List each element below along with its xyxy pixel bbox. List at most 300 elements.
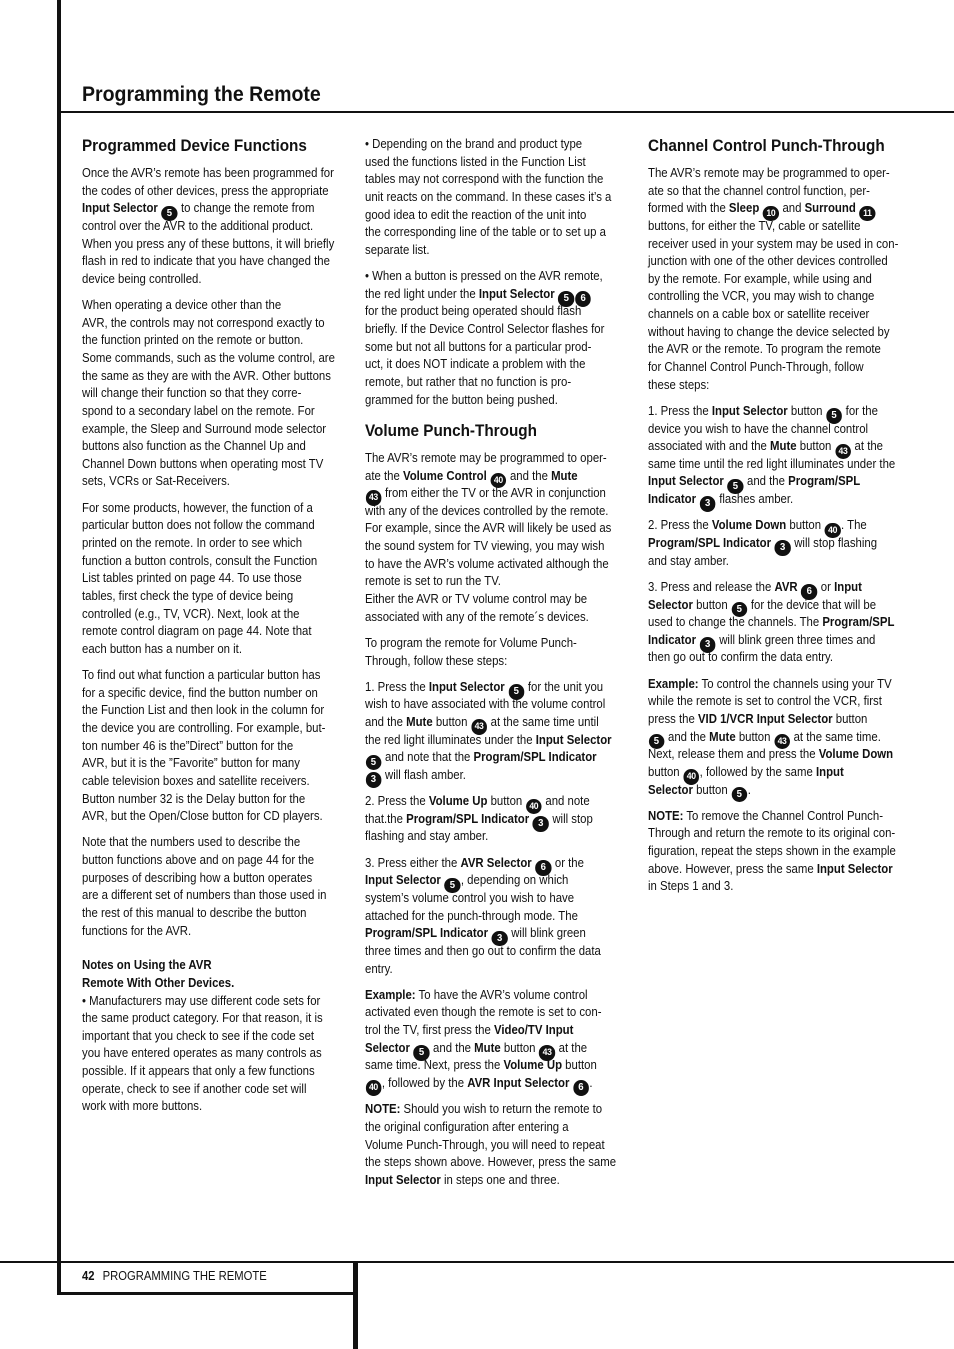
text-run: remote is set to run the TV.	[365, 574, 501, 589]
text-run: the device you are controlling. For example, but-	[82, 721, 326, 735]
text-line	[365, 1004, 620, 1022]
left-margin-bar	[57, 0, 61, 1295]
callout-number: 5	[731, 787, 747, 803]
text-run: for the	[842, 403, 878, 418]
text-run: then go out to confirm the data entry.	[648, 650, 834, 665]
text-run: wish to have associated with the volume control	[365, 697, 606, 712]
footer-divider-bar	[353, 1261, 358, 1349]
text-line	[365, 392, 620, 410]
paragraph	[648, 579, 903, 667]
text-run: spond to a secondary label on the remote. For	[82, 403, 315, 418]
text-line	[82, 315, 337, 333]
text-line	[648, 843, 903, 861]
text-line	[82, 808, 337, 826]
callout-number: 5	[558, 291, 574, 307]
text-line	[648, 676, 903, 694]
bold-term: Mute	[770, 439, 797, 454]
paragraph	[365, 793, 620, 846]
text-run: and the	[743, 474, 789, 489]
text-run: device being controlled.	[82, 271, 202, 286]
text-run: The AVR’s remote may be programmed to oper-	[365, 450, 607, 465]
text-run: operate, check to see if another code set will	[82, 1081, 307, 1096]
text-line	[648, 288, 903, 306]
text-run: and	[779, 201, 805, 216]
text-run: each button has a number on it.	[82, 641, 242, 656]
text-run: , depending on which	[460, 873, 569, 888]
text-line	[648, 491, 903, 509]
bold-term: VID 1/VCR Input Selector	[697, 711, 833, 726]
text-run: will blink green three times and	[716, 632, 876, 647]
text-line	[648, 377, 903, 395]
text-run: press the	[648, 711, 698, 726]
notes-paragraph	[82, 957, 337, 1116]
text-line	[648, 341, 903, 359]
text-run: cable television boxes and satellite receivers.	[82, 773, 310, 788]
text-run: button	[562, 1058, 597, 1073]
text-run: button functions above and on page 44 for the	[82, 853, 315, 868]
bold-term: Video/TV Input	[493, 1023, 574, 1038]
paragraph	[82, 165, 337, 288]
text-line	[82, 975, 337, 993]
text-line	[82, 271, 337, 289]
text-run: by the remote. For example, while using and	[648, 271, 872, 286]
text-run: at the same time until	[487, 715, 599, 730]
text-line	[365, 374, 620, 392]
callout-number: 3	[700, 637, 716, 653]
bold-term: Indicator	[648, 632, 700, 647]
paragraph	[365, 635, 620, 670]
bold-term: Surround	[804, 201, 859, 216]
text-run: attached for the punch-through mode. The	[365, 908, 578, 923]
text-run: good idea to edit the reaction of the unit into	[365, 207, 587, 222]
text-line	[648, 614, 903, 632]
paragraph	[82, 500, 337, 659]
text-line	[365, 855, 620, 873]
text-line	[82, 773, 337, 791]
bold-term: Input Selector	[365, 873, 445, 888]
paragraph	[365, 268, 620, 409]
text-run: for a specific device, find the button number on	[82, 685, 318, 700]
callout-number: 6	[801, 584, 817, 600]
text-line	[365, 468, 620, 486]
text-run: Through and return the remote to its original con-	[648, 826, 896, 841]
text-line	[365, 573, 620, 591]
text-line	[82, 456, 337, 474]
callout-number: 5	[731, 602, 747, 618]
page-number: 42	[82, 1269, 95, 1283]
text-line	[82, 834, 337, 852]
text-run: the red light under the	[365, 286, 479, 301]
text-run: flashing and stay amber.	[365, 829, 489, 844]
bold-term: Selector	[365, 1040, 414, 1055]
text-line	[82, 297, 337, 315]
text-run: used the functions listed in the Function List	[365, 154, 586, 169]
bold-term: AVR Selector	[460, 855, 535, 870]
text-run: purposes of describing how a button operates	[82, 870, 313, 885]
text-run: Once the AVR’s remote has been programmed for	[82, 166, 334, 180]
text-run: .	[747, 782, 751, 797]
bold-term: Input Selector	[648, 474, 728, 489]
text-run: the original configuration after entering a	[365, 1119, 569, 1134]
text-run: the red light illuminates under the	[365, 732, 536, 747]
bold-term: Selector	[648, 782, 693, 797]
text-line	[365, 1137, 620, 1155]
text-line	[82, 368, 337, 386]
bold-term: AVR	[774, 579, 801, 594]
text-line	[365, 356, 620, 374]
text-line	[365, 520, 620, 538]
text-line	[365, 635, 620, 653]
text-run: To program the remote for Volume Punch-	[365, 635, 577, 650]
callout-number: 10	[763, 206, 779, 222]
paragraph	[648, 165, 903, 394]
page-title: Programming the Remote	[82, 83, 321, 106]
text-run: and stay amber.	[648, 553, 729, 568]
text-run: When you press any of these buttons, it will briefly	[82, 236, 335, 251]
text-line	[648, 579, 903, 597]
text-run: button	[432, 715, 471, 730]
text-run: while the remote is set to control the VCR, first	[648, 694, 882, 709]
text-run: control over the AVR to the additional product.	[82, 218, 314, 233]
text-run: When operating a device other than the	[82, 298, 282, 313]
bold-term: Input Selector	[478, 286, 558, 301]
text-line	[365, 714, 620, 732]
callout-number: 40	[365, 1080, 381, 1096]
text-run: and the	[506, 468, 552, 483]
bold-term: Input Selector	[428, 679, 508, 694]
text-line	[82, 957, 337, 975]
paragraph	[82, 297, 337, 491]
callout-number: 5	[444, 878, 460, 894]
bold-term: Input Selector	[816, 861, 893, 876]
text-run: Through, follow these steps:	[365, 653, 508, 668]
callout-number: 6	[575, 291, 591, 307]
text-run: For example, since the AVR will likely be used as	[365, 521, 612, 536]
text-run: To control the channels using your TV	[698, 676, 892, 691]
text-run: possible. If it appears that only a few functions	[82, 1064, 315, 1079]
text-line	[365, 767, 620, 785]
text-run: 3. Press and release the	[648, 579, 775, 594]
text-run: junction with one of the other devices controlled	[648, 254, 888, 269]
text-run: in steps one and three.	[440, 1172, 560, 1187]
text-line	[365, 321, 620, 339]
text-run: for Channel Control Punch-Through, follow	[648, 360, 864, 375]
text-line	[648, 693, 903, 711]
text-run: unit reacts on the command. In these cases it’s a	[365, 189, 612, 204]
text-run: the Function List and then look in the column for	[82, 703, 325, 718]
text-line	[365, 538, 620, 556]
column-3	[648, 136, 903, 896]
text-line	[82, 473, 337, 491]
bold-term: Input	[834, 579, 862, 594]
text-line	[648, 200, 903, 218]
text-run: to change the remote from	[177, 201, 315, 216]
text-run: at the	[851, 439, 884, 454]
text-line	[648, 649, 903, 667]
text-run: ate the	[365, 468, 403, 483]
text-run: and the	[365, 715, 407, 730]
text-line	[82, 738, 337, 756]
column-1	[82, 136, 337, 1116]
text-run: used to change the channels. The	[648, 615, 823, 630]
text-line	[365, 171, 620, 189]
bold-term: AVR Input Selector	[467, 1076, 573, 1090]
text-run: or	[817, 579, 835, 594]
text-line	[365, 653, 620, 671]
text-line	[82, 702, 337, 720]
text-line	[82, 685, 337, 703]
text-run: grammed for the button being pushed.	[365, 392, 558, 407]
text-run: from either the TV or the AVR in conjunction	[381, 486, 606, 501]
text-line	[365, 339, 620, 357]
text-run: figuration, repeat the steps shown in the example	[648, 844, 896, 859]
footer-section-title: PROGRAMMING THE REMOTE	[102, 1269, 267, 1283]
text-run: button	[787, 403, 826, 418]
text-run: AVR, but it is the ”Favorite” button for many	[82, 756, 300, 771]
text-run: separate list.	[365, 242, 430, 257]
callout-number: 5	[161, 206, 177, 222]
bold-term: Program/SPL Indicator	[473, 750, 597, 765]
text-line	[365, 961, 620, 979]
text-run: for the product being operated should flash	[365, 304, 582, 319]
text-line	[82, 218, 337, 236]
text-run: without having to change the device selected by	[648, 324, 890, 339]
text-line	[82, 183, 337, 201]
text-line	[365, 1022, 620, 1040]
text-run: remote, but rather that no function is pro-	[365, 374, 572, 389]
bold-term: Example:	[365, 987, 416, 1002]
bold-term: Program/SPL	[822, 615, 895, 630]
text-run: the same product category. For that reason, it is	[82, 1011, 323, 1026]
text-line	[365, 242, 620, 260]
text-line	[648, 808, 903, 826]
text-line	[82, 253, 337, 271]
text-run: above. However, press the same	[648, 861, 817, 876]
text-line	[82, 870, 337, 888]
text-line	[648, 236, 903, 254]
section-heading: Channel Control Punch-Through	[648, 136, 885, 155]
text-line	[365, 1040, 620, 1058]
callout-number: 43	[835, 444, 851, 460]
text-run: activated even though the remote is set to con-	[365, 1005, 602, 1020]
text-line	[365, 890, 620, 908]
text-line	[82, 1063, 337, 1081]
text-line	[365, 793, 620, 811]
text-run: will stop	[549, 811, 593, 826]
text-run: 2. Press the	[365, 794, 429, 809]
text-run: the AVR or the remote. To program the remote	[648, 342, 881, 357]
text-line	[82, 623, 337, 641]
text-line	[365, 207, 620, 225]
text-line	[365, 1075, 620, 1093]
text-run: are a different set of numbers than those used in	[82, 888, 327, 903]
text-run: Should you wish to return the remote to	[400, 1102, 603, 1117]
callout-number: 5	[508, 684, 524, 700]
text-line	[648, 632, 903, 650]
bold-term: Volume Up	[503, 1058, 563, 1073]
text-run: Some commands, such as the volume control, are	[82, 351, 335, 365]
text-line	[365, 679, 620, 697]
text-run: flash in red to indicate that you have changed the	[82, 254, 330, 269]
text-run: Channel Down buttons when operating most TV	[82, 456, 324, 471]
text-line	[648, 324, 903, 342]
text-run: receiver used in your system may be used in con-	[648, 236, 899, 251]
text-line	[82, 236, 337, 254]
text-run: . The	[841, 518, 867, 533]
text-line	[82, 1028, 337, 1046]
callout-number: 43	[539, 1045, 555, 1061]
callout-number: 3	[533, 816, 549, 832]
paragraph	[648, 808, 903, 896]
text-line	[82, 570, 337, 588]
text-run: these steps:	[648, 377, 710, 392]
text-run: for the unit you	[524, 679, 604, 694]
text-run: and the	[429, 1040, 475, 1055]
text-line	[365, 1101, 620, 1119]
bold-term: Input	[815, 764, 844, 779]
bold-term: Program/SPL	[788, 474, 861, 489]
text-line	[365, 749, 620, 767]
text-run: entry.	[365, 961, 393, 976]
text-run: button	[487, 794, 526, 809]
callout-number: 3	[700, 496, 716, 512]
text-line	[365, 556, 620, 574]
text-run: controlling the VCR, you may wish to change	[648, 289, 875, 304]
bold-term: Mute	[709, 729, 736, 744]
text-run: , followed by the	[381, 1076, 468, 1090]
text-run: same time. Next, press the	[365, 1058, 504, 1073]
text-run: the corresponding line of the table or to set up a	[365, 225, 606, 240]
text-line	[648, 597, 903, 615]
text-line	[82, 923, 337, 941]
text-run: same time until the red light illuminates under the	[648, 456, 896, 471]
text-line	[82, 887, 337, 905]
text-run: the same as they are with the AVR. Other buttons	[82, 368, 331, 383]
text-line	[365, 1057, 620, 1075]
text-run: the sound system for TV viewing, you may wish	[365, 539, 605, 554]
text-line	[365, 268, 620, 286]
paragraph	[82, 667, 337, 826]
text-run: the steps shown above. However, press the same	[365, 1155, 617, 1170]
text-run: .	[589, 1076, 593, 1090]
text-line	[365, 485, 620, 503]
bold-term: Mute	[474, 1040, 501, 1055]
text-line	[365, 1172, 620, 1190]
text-run: 1. Press the	[365, 679, 429, 694]
column-2	[365, 136, 620, 1189]
text-line	[648, 535, 903, 553]
callout-number: 40	[683, 769, 699, 785]
text-run: Volume Punch-Through, you will need to repeat	[365, 1137, 605, 1152]
text-run: and note that the	[381, 750, 474, 765]
bold-term: Volume Control	[402, 468, 490, 483]
text-run: or the	[551, 855, 584, 870]
text-line	[82, 200, 337, 218]
text-line	[648, 782, 903, 800]
text-run: example, the Sleep and Surround mode selector	[82, 421, 327, 436]
bold-term: Sleep	[728, 201, 763, 216]
text-run: 1. Press the	[648, 403, 712, 418]
callout-number: 5	[826, 408, 842, 424]
text-run: List tables printed on page 44. To use those	[82, 571, 302, 586]
text-run: The AVR’s remote may be programmed to oper-	[648, 166, 890, 180]
text-line	[365, 925, 620, 943]
text-run: tables, first check the type of device being	[82, 588, 294, 603]
text-run: system’s volume control you wish to have	[365, 891, 575, 905]
text-line	[648, 729, 903, 747]
text-run: you have entered operates as many controls as	[82, 1046, 322, 1061]
text-run: • Manufacturers may use different code sets for	[82, 993, 321, 1008]
callout-number: 5	[365, 755, 381, 771]
bold-term: Program/SPL Indicator	[648, 536, 775, 550]
text-line	[82, 165, 337, 183]
text-line	[365, 872, 620, 890]
text-run: briefly. If the Device Control Selector flashes for	[365, 322, 605, 336]
text-line	[82, 993, 337, 1011]
bold-term: Input Selector	[535, 732, 612, 747]
text-run: formed with the	[648, 201, 729, 216]
text-line	[82, 905, 337, 923]
text-line	[365, 943, 620, 961]
bold-term: Mute	[551, 468, 578, 483]
text-run: , followed by the same	[699, 764, 816, 779]
text-run: uct, it does NOT indicate a problem with the	[365, 357, 586, 372]
text-line	[365, 732, 620, 750]
text-run: will blink green	[508, 926, 586, 941]
text-line	[365, 609, 620, 627]
callout-number: 11	[859, 206, 875, 222]
bold-term: Input Selector	[711, 403, 788, 418]
text-line	[82, 641, 337, 659]
text-run: To find out what function a particular button has	[82, 668, 321, 683]
text-line	[82, 517, 337, 535]
text-run: button	[832, 711, 868, 726]
text-run: buttons also function as the Channel Up and	[82, 439, 306, 454]
callout-number: 43	[471, 719, 487, 735]
bold-term: Input Selector	[365, 1172, 441, 1187]
text-line	[365, 154, 620, 172]
text-run: the rest of this manual to describe the button	[82, 906, 307, 920]
text-run: button	[692, 597, 731, 612]
text-line	[365, 450, 620, 468]
text-line	[648, 711, 903, 729]
text-run: ate so that the channel control function, per-	[648, 183, 870, 198]
text-run: sets, VCRs or Sat-Receivers.	[82, 474, 230, 489]
text-line	[365, 303, 620, 321]
text-line	[82, 438, 337, 456]
paragraph	[365, 987, 620, 1093]
text-run: • Depending on the brand and product type	[365, 137, 583, 151]
callout-number: 40	[825, 523, 841, 539]
text-run: Button number 32 is the Delay button for the	[82, 791, 306, 806]
text-run: printed on the remote. In order to see which	[82, 536, 303, 550]
text-line	[82, 791, 337, 809]
text-run: AVR, the controls may not correspond exactly to	[82, 315, 325, 330]
callout-number: 3	[492, 931, 508, 947]
text-run: 3. Press either the	[365, 855, 461, 870]
text-run: will change their function so that they corre-	[82, 386, 302, 401]
callout-number: 5	[648, 734, 664, 750]
text-line	[365, 503, 620, 521]
text-run: will flash amber.	[381, 767, 466, 782]
title-rule	[57, 111, 954, 113]
text-line	[648, 421, 903, 439]
text-line	[648, 473, 903, 491]
text-run: remote control diagram on page 44. Note that	[82, 624, 312, 639]
text-run: button	[692, 782, 731, 797]
text-line	[365, 224, 620, 242]
text-line	[648, 825, 903, 843]
